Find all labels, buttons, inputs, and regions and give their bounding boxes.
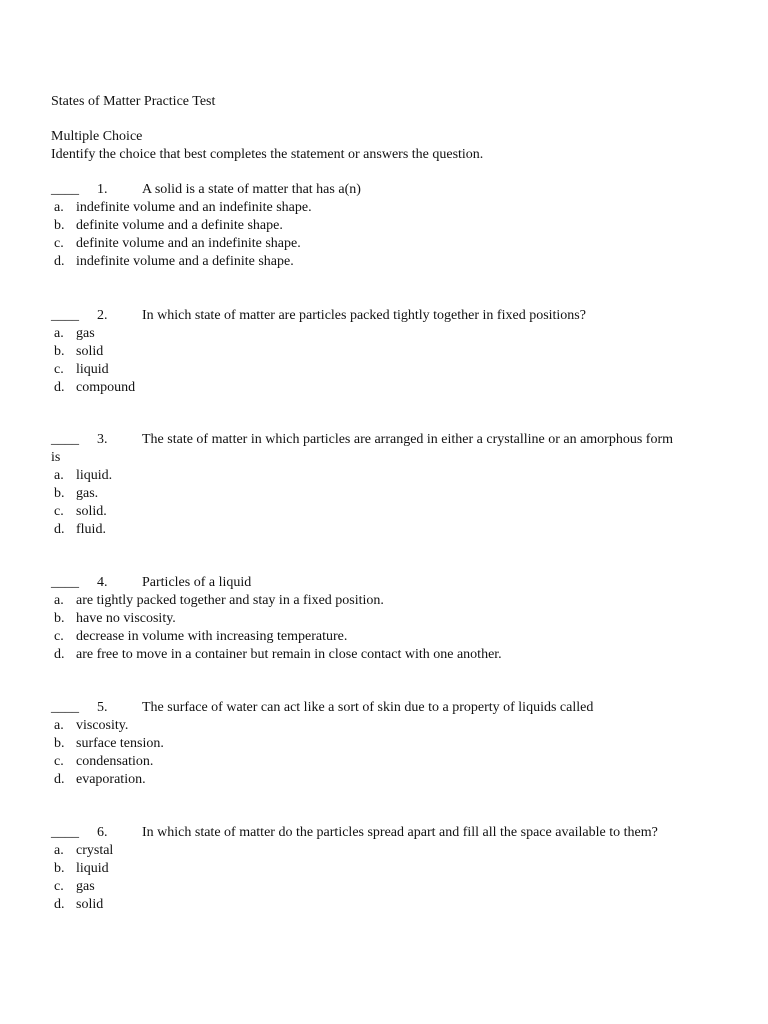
choice-c — [51, 878, 731, 896]
choice-text: surface tension. — [76, 736, 164, 751]
choice-letter: b. — [54, 218, 65, 233]
choice-d — [51, 771, 731, 789]
question-stem — [51, 699, 731, 717]
question-5 — [51, 699, 731, 789]
choice-letter: a. — [54, 843, 64, 858]
choice-b — [51, 217, 731, 235]
question-number: 6. — [97, 825, 108, 840]
choice-text: compound — [76, 380, 136, 395]
question-text: The state of matter in which particles are arranged in either a crystalline or an amorphous form — [142, 432, 674, 447]
choice-letter: b. — [54, 611, 65, 626]
answer-blank: ____ — [51, 432, 79, 447]
choice-letter: c. — [54, 236, 64, 251]
question-text: Particles of a liquid — [142, 575, 252, 590]
choice-text: liquid — [76, 362, 109, 377]
question-text: In which state of matter are particles packed tightly together in fixed positions? — [142, 308, 586, 323]
answer-blank: ____ — [51, 182, 79, 197]
choice-text: evaporation. — [76, 772, 146, 787]
question-text-continuation: is — [51, 450, 61, 465]
question-stem — [51, 574, 731, 592]
question-number: 2. — [97, 308, 108, 323]
choice-text: definite volume and a definite shape. — [76, 218, 283, 233]
choice-letter: d. — [54, 254, 65, 269]
choice-text: condensation. — [76, 754, 154, 769]
choice-c — [51, 361, 731, 379]
choice-text: are free to move in a container but remain in close contact with one another. — [76, 647, 502, 662]
choice-letter: b. — [54, 861, 65, 876]
question-number: 1. — [97, 182, 108, 197]
choice-text: indefinite volume and a definite shape. — [76, 254, 294, 269]
question-number: 4. — [97, 575, 108, 590]
choice-b — [51, 485, 731, 503]
choice-d — [51, 379, 731, 397]
choice-letter: b. — [54, 736, 65, 751]
choice-letter: b. — [54, 344, 65, 359]
choice-text: are tightly packed together and stay in a fixed position. — [76, 593, 384, 608]
question-2 — [51, 307, 731, 397]
choice-letter: c. — [54, 754, 64, 769]
choice-c — [51, 503, 731, 521]
section-heading: Multiple Choice — [51, 129, 143, 144]
choice-text: fluid. — [76, 522, 106, 537]
choice-text: solid — [76, 897, 104, 912]
choice-letter: a. — [54, 200, 64, 215]
question-text: In which state of matter do the particles spread apart and fill all the space available to them? — [142, 825, 658, 840]
choice-b — [51, 343, 731, 361]
instructions: Identify the choice that best completes the statement or answers the question. — [51, 147, 484, 162]
choice-text: solid — [76, 344, 104, 359]
choice-letter: c. — [54, 504, 64, 519]
choice-c — [51, 753, 731, 771]
choice-a — [51, 467, 731, 485]
choice-a — [51, 199, 731, 217]
choice-text: solid. — [76, 504, 107, 519]
choice-a — [51, 325, 731, 343]
choice-text: gas — [76, 326, 95, 341]
choice-letter: c. — [54, 362, 64, 377]
choice-letter: a. — [54, 593, 64, 608]
choice-letter: c. — [54, 879, 64, 894]
question-stem — [51, 824, 731, 842]
question-stem — [51, 431, 731, 449]
choice-c — [51, 628, 731, 646]
question-1 — [51, 181, 731, 271]
question-6 — [51, 824, 731, 914]
question-number: 3. — [97, 432, 108, 447]
choice-d — [51, 896, 731, 914]
answer-blank: ____ — [51, 825, 79, 840]
choice-text: definite volume and an indefinite shape. — [76, 236, 301, 251]
choice-text: indefinite volume and an indefinite shape. — [76, 200, 312, 215]
choice-letter: d. — [54, 380, 65, 395]
choice-text: gas. — [76, 486, 99, 501]
question-stem — [51, 307, 731, 325]
choice-list — [51, 717, 731, 789]
choice-list — [51, 592, 731, 664]
choice-list — [51, 842, 731, 914]
question-text: A solid is a state of matter that has a(n) — [142, 182, 361, 197]
question-3 — [51, 431, 731, 539]
choice-a — [51, 717, 731, 735]
choice-letter: a. — [54, 718, 64, 733]
choice-b — [51, 735, 731, 753]
choice-letter: d. — [54, 897, 65, 912]
choice-text: have no viscosity. — [76, 611, 176, 626]
choice-a — [51, 842, 731, 860]
choice-text: liquid. — [76, 468, 113, 483]
choice-letter: c. — [54, 629, 64, 644]
choice-letter: b. — [54, 486, 65, 501]
answer-blank: ____ — [51, 575, 79, 590]
choice-text: decrease in volume with increasing temperature. — [76, 629, 348, 644]
choice-a — [51, 592, 731, 610]
choice-letter: d. — [54, 522, 65, 537]
choice-list — [51, 325, 731, 397]
choice-text: viscosity. — [76, 718, 129, 733]
choice-b — [51, 860, 731, 878]
question-stem — [51, 181, 731, 199]
choice-list — [51, 467, 731, 539]
choice-letter: a. — [54, 326, 64, 341]
document-title: States of Matter Practice Test — [51, 94, 216, 109]
choice-text: gas — [76, 879, 95, 894]
question-number: 5. — [97, 700, 108, 715]
answer-blank: ____ — [51, 700, 79, 715]
choice-letter: d. — [54, 647, 65, 662]
answer-blank: ____ — [51, 308, 79, 323]
choice-d — [51, 253, 731, 271]
choice-list — [51, 199, 731, 271]
choice-text: crystal — [76, 843, 114, 858]
question-text: The surface of water can act like a sort of skin due to a property of liquids called — [142, 700, 594, 715]
choice-text: liquid — [76, 861, 109, 876]
question-4 — [51, 574, 731, 664]
choice-letter: d. — [54, 772, 65, 787]
choice-d — [51, 646, 731, 664]
choice-d — [51, 521, 731, 539]
choice-letter: a. — [54, 468, 64, 483]
choice-c — [51, 235, 731, 253]
choice-b — [51, 610, 731, 628]
